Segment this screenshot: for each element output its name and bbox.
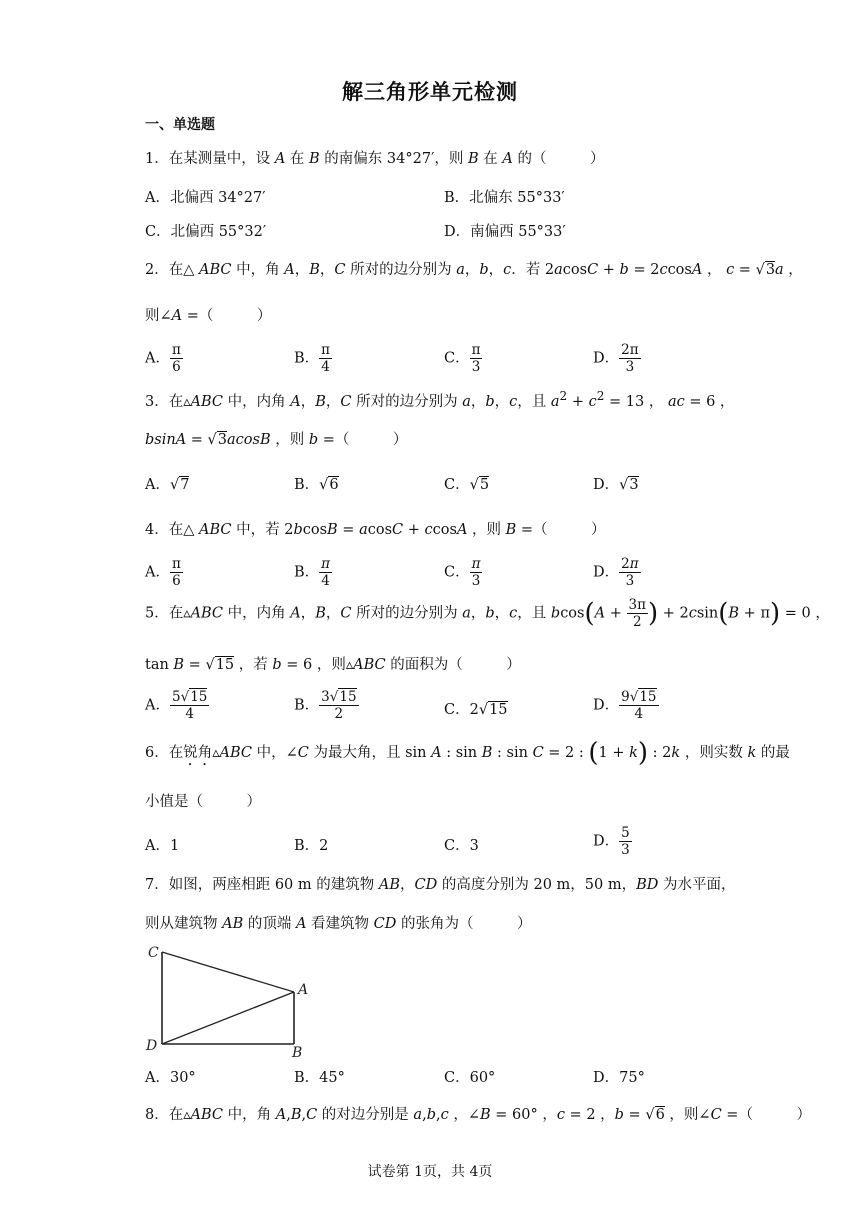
question-7-option-b: B．45° <box>294 1070 345 1086</box>
question-5-option-a: A． $\frac{5√15}{4}$ <box>145 689 208 723</box>
question-5-option-d: D． $\frac{9√15}{4}$ <box>593 689 657 723</box>
question-3-stem-line2: bsinA = √3acosB ，则 b =（ ） <box>145 432 408 448</box>
question-6-option-d: D． $\frac{5}{3}$ <box>593 825 630 859</box>
question-1-option-c: C．北偏西 55°32′ <box>145 224 267 240</box>
question-3-option-d: D．√3 <box>593 477 639 493</box>
question-6-option-c: C．3 <box>444 838 479 854</box>
sightline-ac <box>162 952 294 992</box>
question-7-figure <box>140 940 320 1060</box>
question-6-option-a: A．1 <box>145 838 180 854</box>
question-6-option-b: B．2 <box>294 838 329 854</box>
point-c-label: C <box>148 945 159 961</box>
question-1-option-d: D．南偏西 55°33′ <box>444 224 566 240</box>
question-5-stem-line2: tan B = √15 ，若 b = 6 ，则▵ABC 的面积为（ ） <box>145 657 521 673</box>
point-a-label: A <box>298 982 309 998</box>
page-footer: 试卷第 1页，共 4页 <box>367 1164 493 1180</box>
point-d-label: D <box>146 1038 158 1054</box>
question-2-option-c: C． $\frac{\pi}{3}$ <box>444 342 481 376</box>
question-2-stem-line1: 2．在△ ABC 中，角 A，B，C 所对的边分别为 a，b，c．若 2acosC + b = 2ccosA ， c = √3a ， <box>145 262 803 278</box>
question-7-option-c: C．60° <box>444 1070 496 1086</box>
question-5-stem-line1: 5．在▵ABC 中，内角 A，B，C 所对的边分别为 a，b，c，且 bcos(A + $\frac{3\pi}{2}$ ) + 2csin(B + π) = 0 ， <box>145 597 830 631</box>
question-5-option-b: B． $\frac{3√15}{2}$ <box>294 689 357 723</box>
question-3-option-b: B．√6 <box>294 477 339 493</box>
question-7-option-d: D．75° <box>593 1070 645 1086</box>
sightline-ad <box>162 992 294 1044</box>
question-6-stem-line1: 6．在锐角▵ABC 中，∠C 为最大角，且 sin A : sin B : sin C = 2 : (1 + k) : 2k ，则实数 k 的最 <box>145 738 790 768</box>
question-3-option-c: C．√5 <box>444 477 490 493</box>
question-2-option-d: D． $\frac{2\pi}{3}$ <box>593 342 639 376</box>
question-6-stem-line2: 小值是（ ） <box>145 794 261 810</box>
page-title: 解三角形单元检测 <box>342 80 518 104</box>
question-4-option-b: B． $\frac{\pi}{4}$ <box>294 556 331 590</box>
question-1-option-b: B．北偏东 55°33′ <box>444 190 565 206</box>
question-3-stem-line1: 3．在▵ABC 中，内角 A，B，C 所对的边分别为 a，b，c，且 $a^2 + c^2 = 13$ ， ac = 6 ， <box>145 389 735 410</box>
question-1-option-a: A．北偏西 34°27′ <box>145 190 266 206</box>
question-4-option-a: A． $\frac{\pi}{6}$ <box>145 556 181 590</box>
question-2-option-a: A． $\frac{\pi}{6}$ <box>145 342 181 376</box>
question-2-stem-line2: 则∠A =（ ） <box>145 308 272 324</box>
question-4-option-c: C． $\frac{\pi}{3}$ <box>444 556 481 590</box>
question-4-stem: 4．在△ ABC 中，若 2bcosB = acosC + ccosA ，则 B =（ ） <box>145 522 606 538</box>
point-b-label: B <box>292 1045 303 1060</box>
question-4-option-d: D． $\frac{2\pi}{3}$ <box>593 556 639 590</box>
question-2-option-b: B． $\frac{\pi}{4}$ <box>294 342 331 376</box>
question-3-option-a: A．√7 <box>145 477 190 493</box>
question-8-stem: 8．在▵ABC 中，角 A,B,C 的对边分别是 a,b,c ，∠B = 60° ，c = 2 ，b = √6 ，则∠C =（ ） <box>145 1107 811 1123</box>
question-5-option-c: C．2√15 <box>444 702 508 718</box>
question-1-stem: 1．在某测量中，设 A 在 B 的南偏东 34°27′，则 B 在 A 的（ ） <box>145 151 605 167</box>
question-7-stem-line2: 则从建筑物 AB 的顶端 A 看建筑物 CD 的张角为（ ） <box>145 916 532 932</box>
section-heading: 一、单选题 <box>145 117 215 133</box>
question-7-stem-line1: 7．如图，两座相距 60 m 的建筑物 AB，CD 的高度分别为 20 m，50 m，BD 为水平面， <box>145 877 736 893</box>
question-7-option-a: A．30° <box>145 1070 196 1086</box>
